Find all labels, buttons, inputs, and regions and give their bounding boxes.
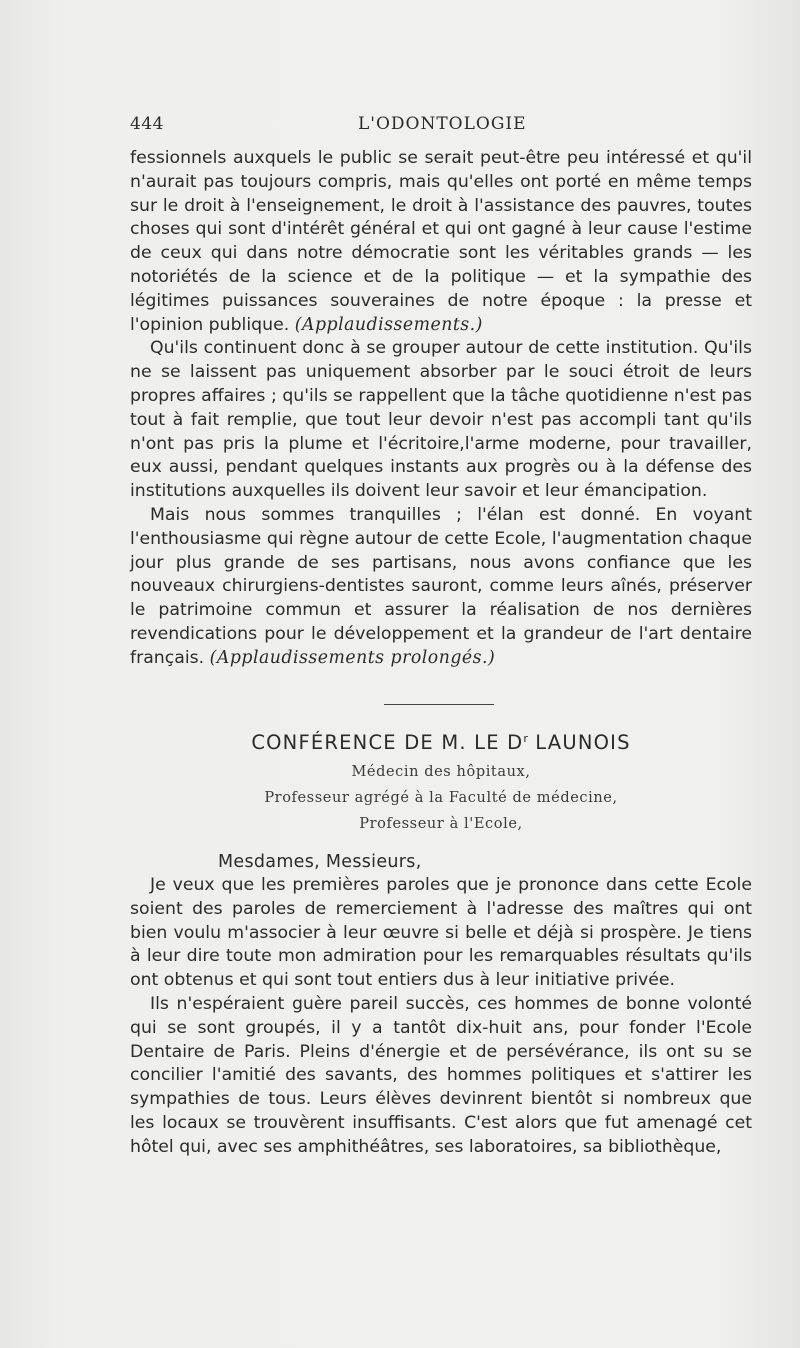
paragraph: Qu'ils continuent donc à se grouper autour de cette institution. Qu'ils ne se laissent pas uniquement absorber par le souci étroit de leurs propres affaires ; qu'ils se rappellent que la tâche quotidienne n'est pas tout à fait remplie, que tout leur devoir n'est pas accompli tant qu'ils n'ont pas pris la plume et l'écritoire,l'arme moderne, pour travailler, eux aussi, pendant quelques instants aux progrès ou à la défense des institutions auxquelles ils doivent leur savoir et leur émancipation. [130, 338, 752, 502]
paragraph [130, 504, 752, 671]
speech-body [130, 874, 752, 1160]
paragraph [130, 147, 752, 337]
paragraph: Ils n'espéraient guère pareil succès, ces hommes de bonne volonté qui se sont groupés, il y a tantôt dix-huit ans, pour fonder l'Ecole Dentaire de Paris. Pleins d'énergie et de persévérance, ils ont su se concilier l'amitié des savants, des hommes politiques et s'attirer les sympathies de tous. Leurs élèves devinrent bientôt si nombreux que les locaux se trouvèrent insuffisants. C'est alors que fut amenagé cet hôtel qui, avec ses amphithéâtres, ses laboratoires, sa bibliothèque, [130, 993, 752, 1157]
speaker-credential: Professeur à l'Ecole, [359, 816, 523, 832]
page-number: 444 [130, 114, 164, 134]
paragraph: Je veux que les premières paroles que je prononce dans cette Ecole soient des paroles de remerciement à l'adresse des maîtres qui ont bien voulu m'associer à leur œuvre si belle et déjà si prospère. Je tiens à leur dire toute mon admiration pour les remarquables résultats qu'ils ont obtenus et qui sont tout entiers dus à leur initiative privée. [130, 875, 752, 991]
conference-title [130, 731, 752, 754]
speaker-credential: Professeur agrégé à la Faculté de médecine, [264, 790, 618, 806]
salutation: Mesdames, Messieurs, [218, 852, 422, 872]
paragraph-text: fessionnels auxquels le public se serait peut-être peu intéressé et qu'il n'aurait pas toujours compris, mais qu'elles ont porté en même temps sur le droit à l'enseignement, le droit à l'assistance des pauvres, toutes choses qui sont d'intérêt général et qui ont gagné à leur cause l'estime de ceux qui dans notre démocratie sont les véritables grands — les notoriétés de la science et de la politique — et la sympathie des légitimes puissances souveraines de notre époque : la presse et l'opinion publique. [130, 148, 752, 335]
conference-title-main: CONFÉRENCE DE M. LE D [251, 731, 524, 754]
conference-title-sup: r [523, 732, 528, 745]
paragraph-text: Mais nous sommes tranquilles ; l'élan est donné. En voyant l'enthousiasme qui règne autour de cette Ecole, l'augmentation chaque jour plus grande de ses partisans, nous avons confiance que les nouveaux chirurgiens-dentistes sauront, comme leurs aînés, préserver le patrimoine commun et assurer la réalisation de nos dernières revendications pour le développement et la grandeur de l'art dentaire français. [130, 504, 752, 668]
conference-title-name: LAUNOIS [527, 731, 631, 754]
page-header [130, 114, 752, 140]
section-divider [384, 704, 494, 705]
speaker-credential: Médecin des hôpitaux, [351, 764, 531, 780]
applause-note: (Applaudissements prolongés.) [209, 647, 496, 668]
article-body [130, 147, 752, 671]
applause-note: (Applaudissements.) [294, 314, 483, 335]
running-title: L'ODONTOLOGIE [358, 114, 527, 134]
